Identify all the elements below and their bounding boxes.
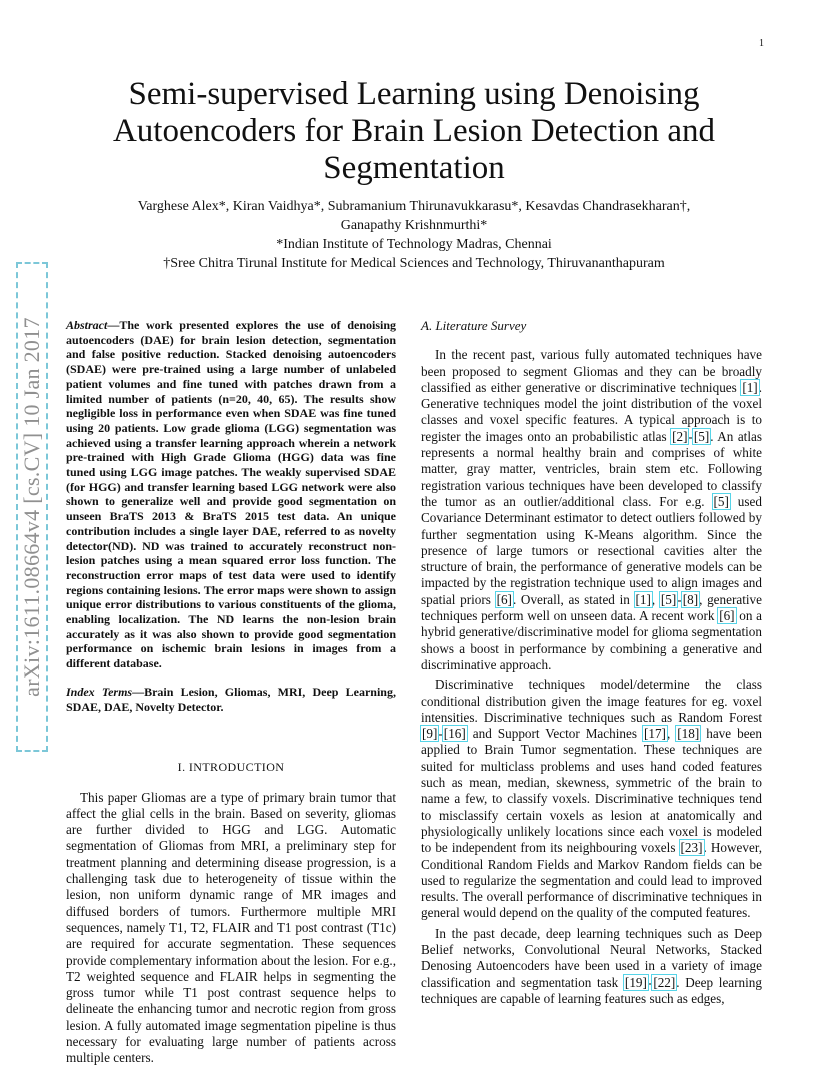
page-number: 1 (759, 38, 764, 49)
index-terms (66, 685, 396, 714)
index-terms-label: Index Terms (66, 684, 133, 699)
arxiv-stamp-text: arXiv:1611.08664v4 [cs.CV] 10 Jan 2017 (19, 317, 44, 697)
literature-paragraph-2: Discriminative techniques model/determine the class conditional distribution given the image features for eg. voxel intensities. Discriminative techniques such as Random Forest [9]-[16] and Support Vector Machines [17], [18] have been applied to Brain Tumor segmentation. These techniques are suited for multiclass problems and uses hand coded features such as mean, median, skewness, symmetric of the brain to name a few, to classify voxels. Discriminative techniques tend to misclassify certain voxels as lesion at anatomically and physiologically unlikely locations since each voxel is modeled to be independent from its neighbouring voxels [23]. However, Conditional Random Fields and Markov Random fields can be used to regularize the segmentation and could lead to improved results. The overall performance of discriminative techniques in general would depend on the quality of the computed features. (421, 677, 762, 921)
affiliation-2: †Sree Chitra Tirunal Institute for Medical Sciences and Technology, Thiruvananthapuram (163, 256, 665, 271)
index-terms-text: —Brain Lesion, Gliomas, MRI, Deep Learning, SDAE, DAE, Novelty Detector. (66, 684, 396, 714)
arxiv-stamp[interactable] (16, 262, 48, 752)
citation-link[interactable]: [17] (643, 726, 666, 742)
authors-line-1: Varghese Alex*, Kiran Vaidhya*, Subramanium Thirunavukkarasu*, Kesavdas Chandrasekharan†, (137, 199, 691, 214)
citation-link[interactable]: [5] (693, 428, 710, 444)
abstract (66, 318, 396, 671)
citation-link[interactable]: [18] (677, 726, 700, 742)
citation-link[interactable]: [6] (719, 608, 735, 624)
authors-line-2: Ganapathy Krishnmurthi* (340, 218, 488, 233)
affiliation-1: *Indian Institute of Technology Madras, Chennai (276, 237, 552, 252)
citation-link[interactable]: [16] (443, 726, 466, 742)
citation-link[interactable]: [19] (624, 974, 647, 990)
literature-paragraph-3: In the past decade, deep learning techniques such as Deep Belief networks, Convolutional Neural Networks, Stacked Denosing Autoencoders have been used in a variety of image classification and segmentation task [19]-[22]. Deep learning techniques are capable of learning features such as edges, (421, 925, 762, 1006)
citation-link[interactable]: [5] (660, 591, 677, 607)
literature-survey-heading: A. Literature Survey (421, 318, 527, 333)
citation-link[interactable]: [22] (653, 974, 676, 990)
right-column (421, 318, 762, 1007)
abstract-label: Abstract (66, 318, 108, 332)
citation-link[interactable]: [23] (680, 840, 703, 856)
intro-paragraph: This paper Gliomas are a type of primary brain tumor that affect the glial cells in the brain. Based on severity, gliomas are further divided to HGG and LGG. Automatic segmentation of Gliomas from MRI, a preliminary step for treatment planning and determining disease progression, is a challenging task due to heterogeneity of tissue within the lesion, non uniform dynamic range of MR images and diffused borders of tumors. Furthermore multiple MRI sequences, namely T1, T2, FLAIR and T1 post contrast (T1c) are required for accurate segmentation. These sequences provide complementary information about the lesion. For e.g., T2 weighted sequence and FLAIR helps in segmenting the gross tumor while T1 post contrast sequence helps to delineate the enhancing tumor and necrotic region from gross lesion. A fully automated image segmentation pipeline is thus necessary for evaluating large number of patients across multiple centers. (66, 789, 396, 1066)
literature-paragraph-1: In the recent past, various fully automated techniques have been proposed to segment Gliomas and they can be broadly classified as either generative or discriminative techniques [1]. Generative techniques model the joint distribution of the voxel classes and voxel specific features. A typical approach is to register the images onto an probabilistic atlas [2]-[5]. An atlas represents a normal healthy brain and comprises of white matter, gray matter, ventricles, brain stem etc. Following registration various techniques have been developed to classify the tumor as an outlier/additional class. For e.g. [5] used Covariance Determinant estimator to detect outliers followed by further segmentation using K-Means algorithm. Since the presence of large tumors or resectional cavities alter the structure of brain, the performance of generative models can be impacted by the registration technique used to align images and spatial priors [6]. Overall, as stated in [1], [5]-[8], generative techniques perform well on unseen data. A recent work [6] on a hybrid generative/discriminative model for glioma segmentation shows a boost in performance by combining a generative and discriminative approach. (421, 347, 762, 672)
intro-heading: I. INTRODUCTION (177, 760, 285, 775)
citation-link[interactable]: [9] (422, 726, 438, 742)
left-column (66, 318, 396, 1067)
paper-title: Semi-supervised Learning using Denoising Autoencoders for Brain Lesion Detection and Segmentation (112, 76, 716, 186)
abstract-text: —The work presented explores the use of denoising autoencoders (DAE) for brain lesion detection, segmentation and false positive reduction. Stacked denoising autoencoders (SDAE) were pre-trained using a large number of unlabeled patient volumes and fine tuned with patches drawn from a limited number of patients (n=20, 40, 65). The results show negligible loss in performance even when SDAE was fine tuned using 20 patients. Low grade glioma (LGG) segmentation was achieved using a transfer learning approach wherein a network pre-trained with High Grade Glioma (HGG) data was fine tuned using LGG image patches. The weakly supervised SDAE (for HGG) and transfer learning based LGG network were also shown to generalize well and provide good segmentation on unseen BraTS 2013 & BraTS 2015 test data. An unique contribution includes a single layer DAE, referred to as novelty detector(ND). ND was trained to accurately reconstruct non-lesion patches using a mean squared error loss function. The reconstruction error maps of test data were used to identify regions containing lesions. The error maps were shown to assign unique error distributions to various constituents of the glioma, enabling localization. The ND learns the non-lesion brain accurately as it was also shown to provide good segmentation performance on ischemic brain lesions in images from a different database. (66, 318, 396, 671)
citation-link[interactable]: [2] (672, 428, 688, 444)
citation-link[interactable]: [5] (713, 493, 729, 509)
author-block (80, 197, 748, 273)
citation-link[interactable]: [6] (496, 591, 512, 607)
citation-link[interactable]: [8] (682, 591, 699, 607)
citation-link[interactable]: [1] (742, 379, 758, 395)
citation-link[interactable]: [1] (635, 591, 651, 607)
